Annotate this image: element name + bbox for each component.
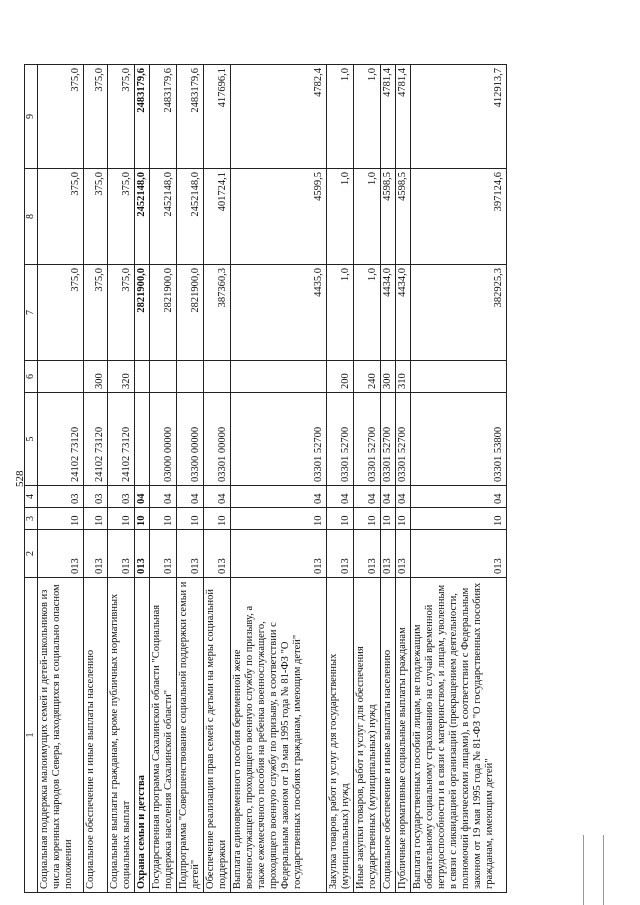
amount-year2-cell: 1,0 — [327, 169, 354, 265]
expense-type-cell: 320 — [108, 361, 135, 393]
amount-year2-cell: 401724,1 — [204, 169, 231, 265]
subsection-cell: 04 — [327, 486, 354, 508]
item-name-cell: Социальные выплаты гражданам, кроме публичных нормативных социальных выплат — [108, 578, 135, 893]
ministry-code-cell: 013 — [411, 530, 507, 578]
table-row — [381, 65, 396, 893]
amount-year3-cell: 1,0 — [327, 65, 354, 169]
ministry-code-cell: 013 — [204, 530, 231, 578]
scan-line — [583, 835, 584, 905]
section-cell: 10 — [177, 508, 204, 530]
item-name-cell: Публичные нормативные социальные выплаты гражданам — [396, 578, 411, 893]
subsection-cell: 04 — [135, 486, 150, 508]
section-cell: 10 — [135, 508, 150, 530]
item-name-cell: Социальное обеспечение и иные выплаты населению — [381, 578, 396, 893]
item-name-cell: Обеспечение реализации прав семей с детьми на меры социальной поддержки — [204, 578, 231, 893]
target-article-cell: 03301 00000 — [204, 393, 231, 486]
amount-year1-cell: 4434,0 — [396, 265, 411, 361]
section-cell: 10 — [84, 508, 108, 530]
section-cell: 10 — [354, 508, 381, 530]
item-name-cell: Государственная программа Сахалинской области "Социальная поддержка населения Сахалинской области" — [150, 578, 177, 893]
amount-year1-cell: 375,0 — [38, 265, 84, 361]
amount-year2-cell: 375,0 — [38, 169, 84, 265]
amount-year2-cell: 4598,5 — [381, 169, 396, 265]
subsection-cell: 03 — [108, 486, 135, 508]
amount-year1-cell: 2821900,0 — [177, 265, 204, 361]
target-article-cell: 03301 52700 — [396, 393, 411, 486]
target-article-cell: 24102 73120 — [108, 393, 135, 486]
target-article-cell: 03300 00000 — [177, 393, 204, 486]
amount-year3-cell: 417696,1 — [204, 65, 231, 169]
expense-type-cell — [135, 361, 150, 393]
target-article-cell: 03000 00000 — [150, 393, 177, 486]
expense-type-cell — [411, 361, 507, 393]
subsection-cell: 04 — [150, 486, 177, 508]
expense-type-cell: 300 — [381, 361, 396, 393]
table-row — [84, 65, 108, 893]
subsection-cell: 04 — [381, 486, 396, 508]
table-row — [396, 65, 411, 893]
expense-type-cell — [177, 361, 204, 393]
section-cell: 10 — [108, 508, 135, 530]
target-article-cell: 03301 52700 — [381, 393, 396, 486]
ministry-code-cell: 013 — [396, 530, 411, 578]
amount-year1-cell: 4435,0 — [231, 265, 327, 361]
amount-year3-cell: 375,0 — [84, 65, 108, 169]
target-article-cell: 24102 73120 — [84, 393, 108, 486]
column-number: 9 — [25, 65, 38, 169]
amount-year3-cell: 1,0 — [354, 65, 381, 169]
column-number: 3 — [25, 508, 38, 530]
ministry-code-cell: 013 — [108, 530, 135, 578]
target-article-cell: 24102 73120 — [38, 393, 84, 486]
amount-year2-cell: 1,0 — [354, 169, 381, 265]
amount-year3-cell: 2483179,6 — [135, 65, 150, 169]
expense-type-cell: 300 — [84, 361, 108, 393]
subsection-cell: 04 — [204, 486, 231, 508]
target-article-cell: 03301 52700 — [231, 393, 327, 486]
target-article-cell — [135, 393, 150, 486]
page-number: 528 — [14, 470, 26, 487]
ministry-code-cell: 013 — [327, 530, 354, 578]
scan-line — [603, 835, 604, 905]
subsection-cell: 04 — [177, 486, 204, 508]
amount-year1-cell: 2821900,0 — [135, 265, 150, 361]
expense-type-cell: 310 — [396, 361, 411, 393]
table-row — [135, 65, 150, 893]
subsection-cell: 04 — [411, 486, 507, 508]
table-row — [38, 65, 84, 893]
item-name-cell: Подпрограмма "Совершенствование социальной поддержки семьи и детей" — [177, 578, 204, 893]
amount-year2-cell: 2452148,0 — [177, 169, 204, 265]
column-number: 2 — [25, 530, 38, 578]
target-article-cell: 03301 52700 — [354, 393, 381, 486]
item-name-cell: Закупка товаров, работ и услуг для государственных (муниципальных) нужд — [327, 578, 354, 893]
expense-type-cell: 240 — [354, 361, 381, 393]
column-number: 8 — [25, 169, 38, 265]
table-row — [108, 65, 135, 893]
subsection-cell: 04 — [396, 486, 411, 508]
amount-year1-cell: 4434,0 — [381, 265, 396, 361]
ministry-code-cell: 013 — [84, 530, 108, 578]
expense-type-cell: 200 — [327, 361, 354, 393]
amount-year3-cell: 375,0 — [108, 65, 135, 169]
section-cell: 10 — [396, 508, 411, 530]
amount-year1-cell: 375,0 — [84, 265, 108, 361]
column-number: 4 — [25, 486, 38, 508]
column-number: 7 — [25, 265, 38, 361]
subsection-cell: 03 — [38, 486, 84, 508]
amount-year3-cell: 412913,7 — [411, 65, 507, 169]
section-cell: 10 — [381, 508, 396, 530]
column-number: 5 — [25, 393, 38, 486]
amount-year2-cell: 4598,5 — [396, 169, 411, 265]
amount-year3-cell: 4781,4 — [381, 65, 396, 169]
item-name-cell: Социальная поддержка малоимущих семей и детей-школьников из числа коренных народов Севера, находящихся в социально опасном положении — [38, 578, 84, 893]
section-cell: 10 — [231, 508, 327, 530]
amount-year1-cell: 2821900,0 — [150, 265, 177, 361]
item-name-cell: Охрана семьи и детства — [135, 578, 150, 893]
section-cell: 10 — [411, 508, 507, 530]
amount-year3-cell: 375,0 — [38, 65, 84, 169]
ministry-code-cell: 013 — [381, 530, 396, 578]
ministry-code-cell: 013 — [38, 530, 84, 578]
budget-table — [24, 64, 507, 893]
amount-year2-cell: 397124,6 — [411, 169, 507, 265]
amount-year1-cell: 1,0 — [354, 265, 381, 361]
item-name-cell: Социальное обеспечение и иные выплаты населению — [84, 578, 108, 893]
subsection-cell: 04 — [354, 486, 381, 508]
expense-type-cell — [150, 361, 177, 393]
table-row — [354, 65, 381, 893]
target-article-cell: 03301 53800 — [411, 393, 507, 486]
column-number-row — [25, 65, 38, 893]
amount-year2-cell: 4599,5 — [231, 169, 327, 265]
amount-year2-cell: 2452148,0 — [135, 169, 150, 265]
target-article-cell: 03301 52700 — [327, 393, 354, 486]
section-cell: 10 — [150, 508, 177, 530]
expense-type-cell — [204, 361, 231, 393]
table-row — [411, 65, 507, 893]
amount-year1-cell: 382925,3 — [411, 265, 507, 361]
table-row — [231, 65, 327, 893]
amount-year2-cell: 375,0 — [84, 169, 108, 265]
amount-year2-cell: 2452148,0 — [150, 169, 177, 265]
subsection-cell: 03 — [84, 486, 108, 508]
amount-year3-cell: 2483179,6 — [177, 65, 204, 169]
amount-year1-cell: 1,0 — [327, 265, 354, 361]
ministry-code-cell: 013 — [135, 530, 150, 578]
amount-year1-cell: 375,0 — [108, 265, 135, 361]
section-cell: 10 — [204, 508, 231, 530]
ministry-code-cell: 013 — [231, 530, 327, 578]
column-number: 6 — [25, 361, 38, 393]
subsection-cell: 04 — [231, 486, 327, 508]
table-row — [327, 65, 354, 893]
expense-type-cell — [38, 361, 84, 393]
amount-year1-cell: 387360,3 — [204, 265, 231, 361]
amount-year3-cell: 4782,4 — [231, 65, 327, 169]
amount-year3-cell: 4781,4 — [396, 65, 411, 169]
ministry-code-cell: 013 — [177, 530, 204, 578]
table-row — [204, 65, 231, 893]
item-name-cell: Выплата единовременного пособия беременной жене военнослужащего, проходящего военную службу по призыву, а также ежемесячного пособия на ребенка военнослужащего, проходящего военную службу по призыву, в соответствии с Федеральным законом от 19 мая 1995 года № 81-ФЗ "О государственных пособиях гражданам, имеющим детей" — [231, 578, 327, 893]
ministry-code-cell: 013 — [354, 530, 381, 578]
item-name-cell: Иные закупки товаров, работ и услуг для обеспечения государственных (муниципальных) нужд — [354, 578, 381, 893]
section-cell: 10 — [327, 508, 354, 530]
section-cell: 10 — [38, 508, 84, 530]
item-name-cell: Выплата государственных пособий лицам, не подлежащим обязательному социальному страхованию на случай временной нетрудоспособности и в связи с материнством, и лицам, уволенным в связи с ликвидацией организаций (прекращением деятельности, полномочий физическими лицами), в соответствии с Федеральным законом от 19 мая 1995 года № 81-ФЗ "О государственных пособиях гражданам, имеющим детей" — [411, 578, 507, 893]
amount-year2-cell: 375,0 — [108, 169, 135, 265]
table-row — [150, 65, 177, 893]
ministry-code-cell: 013 — [150, 530, 177, 578]
amount-year3-cell: 2483179,6 — [150, 65, 177, 169]
expense-type-cell — [231, 361, 327, 393]
column-number: 1 — [25, 578, 38, 893]
table-row — [177, 65, 204, 893]
